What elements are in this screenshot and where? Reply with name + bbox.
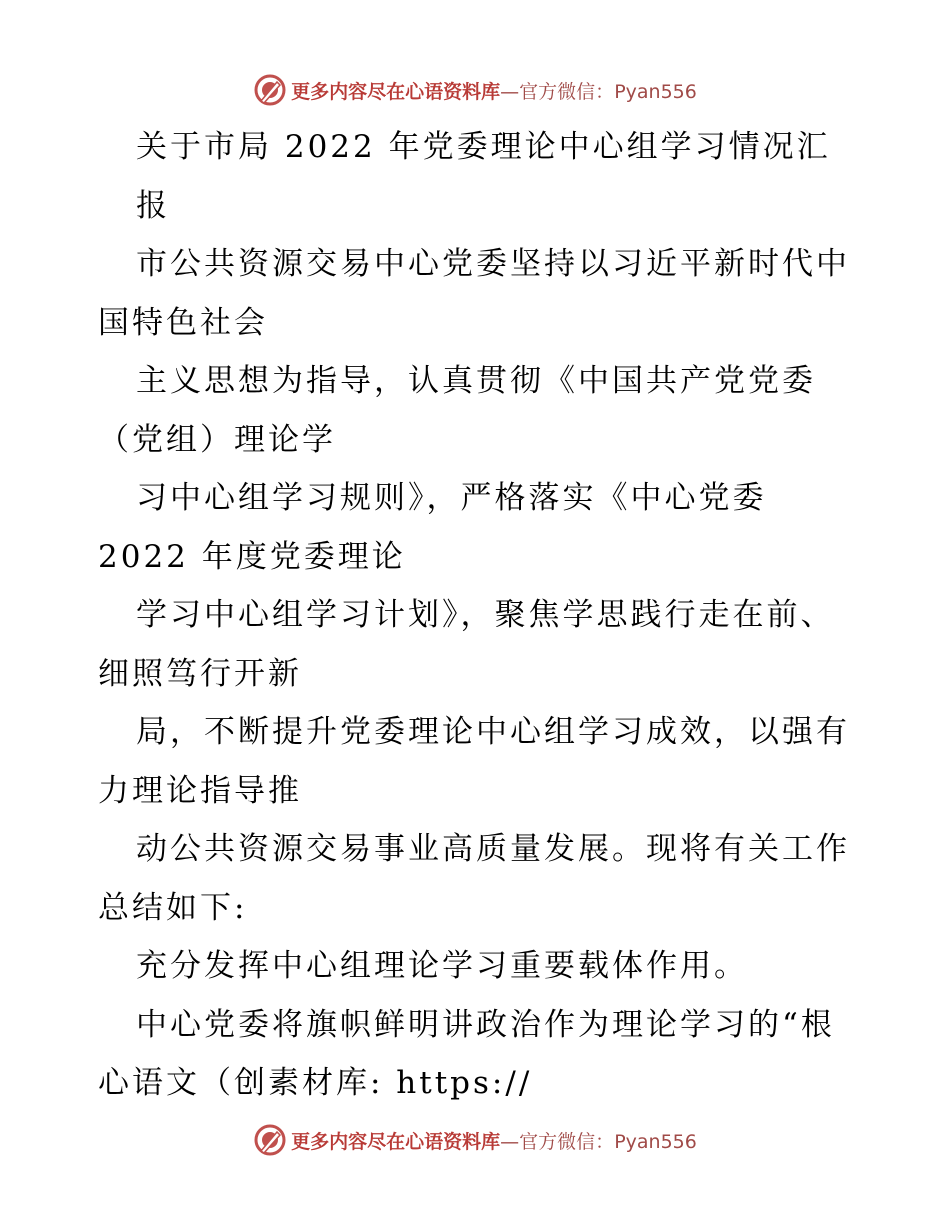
doc-line: 细照笃行开新 bbox=[98, 655, 302, 692]
doc-line: 国特色社会 bbox=[98, 304, 268, 341]
banner-wechat-label: 官方微信： bbox=[519, 80, 615, 103]
banner-main-text: 更多内容尽在心语资料库 bbox=[291, 80, 501, 103]
doc-line: 关于市局 2022 年党委理论中心组学习情况汇 bbox=[136, 129, 831, 165]
pen-circle-logo-icon bbox=[253, 1123, 287, 1157]
banner-wechat-label: 官方微信： bbox=[519, 1130, 615, 1153]
doc-line: 习中心组学习规则》，严格落实《中心党委 bbox=[136, 480, 767, 516]
doc-line: 主义思想为指导，认真贯彻《中国共产党党委 bbox=[136, 363, 816, 399]
banner-separator: — bbox=[500, 1130, 520, 1153]
doc-line: 力理论指导推 bbox=[98, 772, 302, 809]
doc-line: 市公共资源交易中心党委坚持以习近平新时代中 bbox=[136, 246, 850, 282]
banner-wechat-id: Pyan556 bbox=[614, 1130, 697, 1153]
document-body bbox=[98, 118, 858, 1113]
banner-separator: — bbox=[500, 80, 520, 103]
doc-line: 充分发挥中心组理论学习重要载体作用。 bbox=[136, 948, 748, 984]
doc-line: 局，不断提升党委理论中心组学习成效，以强有 bbox=[136, 714, 850, 750]
banner-text bbox=[291, 1127, 697, 1154]
doc-line: 动公共资源交易事业高质量发展。现将有关工作 bbox=[136, 831, 850, 867]
footer-banner bbox=[0, 1120, 950, 1160]
doc-line: 总结如下: bbox=[98, 889, 248, 926]
banner-wechat-id: Pyan556 bbox=[614, 80, 697, 103]
pen-circle-logo-icon bbox=[253, 73, 287, 107]
doc-line: 心语文（创素材库: https:// bbox=[98, 1065, 533, 1101]
doc-line: 中心党委将旗帜鲜明讲政治作为理论学习的“根 bbox=[136, 1006, 835, 1043]
doc-line: 报 bbox=[136, 187, 170, 224]
banner-text bbox=[291, 77, 697, 104]
doc-line: 学习中心组学习计划》，聚焦学思践行走在前、 bbox=[136, 597, 835, 633]
header-banner bbox=[0, 70, 950, 110]
doc-line: （党组）理论学 bbox=[98, 421, 336, 458]
banner-main-text: 更多内容尽在心语资料库 bbox=[291, 1130, 501, 1153]
doc-line: 2022 年度党委理论 bbox=[98, 538, 406, 575]
